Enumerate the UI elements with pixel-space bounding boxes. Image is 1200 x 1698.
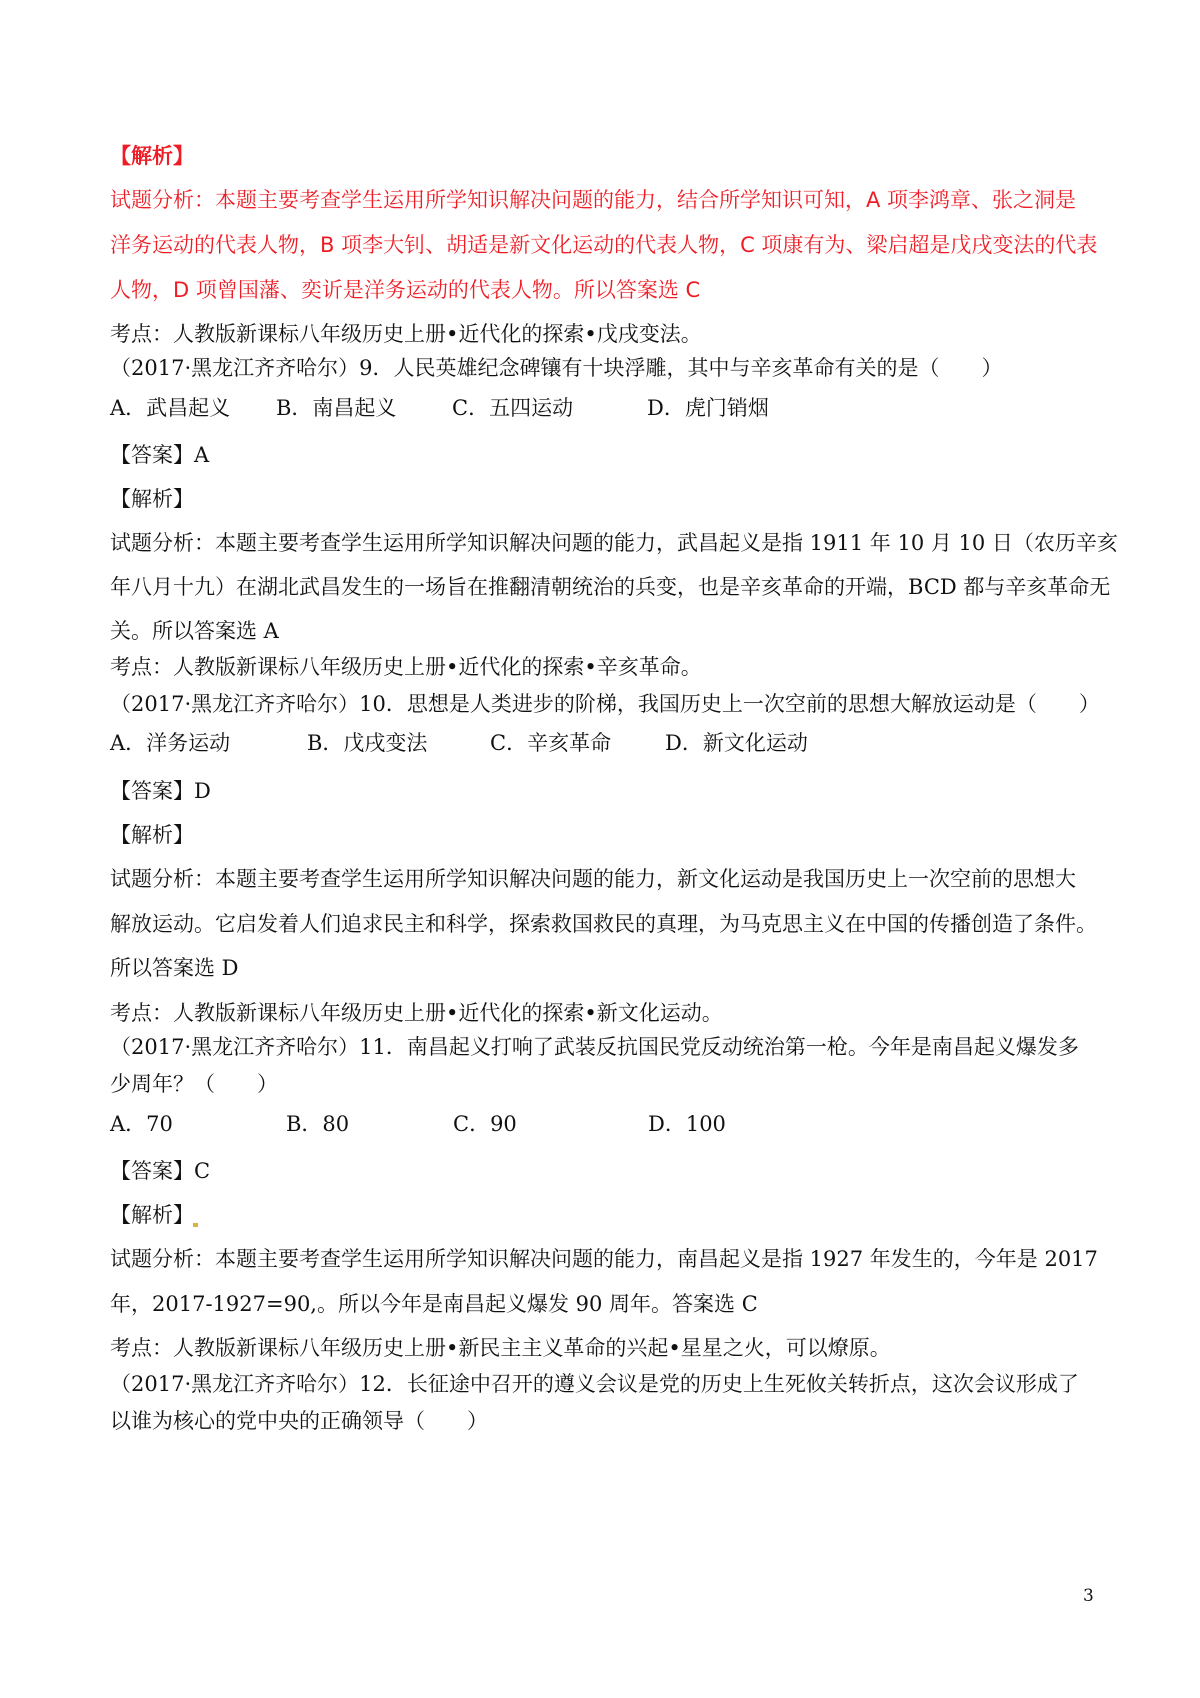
jiexi-heading: 【解析】: [110, 144, 194, 168]
q12-stem-line-1: （2017·黑龙江齐齐哈尔）12．长征途中召开的遵义会议是党的历史上生死攸关转折点，这次会议形成了: [110, 1372, 1079, 1396]
q11-stem-line-1: （2017·黑龙江齐齐哈尔）11．南昌起义打响了武装反抗国民党反动统治第一枪。今年是南昌起义爆发多: [110, 1035, 1079, 1059]
q10-option-a: A．洋务运动: [110, 731, 231, 755]
q11-analysis-line-1: 试题分析：本题主要考查学生运用所学知识解决问题的能力，南昌起义是指 1927 年发生的，今年是 2017: [110, 1247, 1098, 1271]
red-analysis-line-3: 人物，D 项曾国藩、奕䜣是洋务运动的代表人物。所以答案选 C: [110, 278, 701, 302]
q10-jiexi: 【解析】: [110, 823, 194, 847]
q10-option-d: D．新文化运动: [665, 731, 808, 755]
q10-analysis-line-3: 所以答案选 D: [110, 956, 239, 980]
red-analysis-line-2: 洋务运动的代表人物，B 项李大钊、胡适是新文化运动的代表人物，C 项康有为、梁启超是戊戌变法的代表: [110, 233, 1098, 257]
q10-analysis-line-1: 试题分析：本题主要考查学生运用所学知识解决问题的能力，新文化运动是我国历史上一次空前的思想大: [110, 867, 1076, 891]
q9-kaodian: 考点：人教版新课标八年级历史上册•近代化的探索•辛亥革命。: [110, 655, 702, 679]
q11-stem-line-2: 少周年？（ ）: [110, 1072, 278, 1096]
q11-kaodian: 考点：人教版新课标八年级历史上册•新民主主义革命的兴起•星星之火，可以燎原。: [110, 1336, 891, 1360]
q10-kaodian: 考点：人教版新课标八年级历史上册•近代化的探索•新文化运动。: [110, 1001, 723, 1025]
kaodian-q8: 考点：人教版新课标八年级历史上册•近代化的探索•戊戌变法。: [110, 322, 702, 346]
page-number: 3: [1083, 1586, 1094, 1606]
q11-option-a: A．70: [110, 1112, 173, 1136]
q11-option-b: B．80: [286, 1112, 350, 1136]
q9-option-c: C．五四运动: [452, 396, 574, 420]
q11-analysis-line-2: 年，2017-1927=90,。所以今年是南昌起义爆发 90 周年。答案选 C: [110, 1292, 758, 1316]
red-analysis-line-1: 试题分析：本题主要考查学生运用所学知识解决问题的能力，结合所学知识可知，A 项李鸿章、张之洞是: [110, 188, 1077, 212]
q9-analysis-line-2: 年八月十九）在湖北武昌发生的一场旨在推翻清朝统治的兵变，也是辛亥革命的开端，BCD 都与辛亥革命无: [110, 575, 1111, 599]
q10-answer: 【答案】D: [110, 779, 211, 803]
q12-stem-line-2: 以谁为核心的党中央的正确领导（ ）: [110, 1409, 488, 1433]
q10-option-c: C．辛亥革命: [490, 731, 612, 755]
q11-option-d: D．100: [648, 1112, 726, 1136]
q9-analysis-line-3: 关。所以答案选 A: [110, 619, 279, 643]
q9-option-a: A．武昌起义: [110, 396, 231, 420]
q10-option-b: B．戊戌变法: [307, 731, 428, 755]
q9-option-d: D．虎门销烟: [647, 396, 769, 420]
q10-analysis-line-2: 解放运动。它启发着人们追求民主和科学，探索救国救民的真理，为马克思主义在中国的传播创造了条件。: [110, 912, 1097, 936]
q10-stem: （2017·黑龙江齐齐哈尔）10．思想是人类进步的阶梯，我国历史上一次空前的思想大解放运动是（ ）: [110, 692, 1100, 716]
q9-analysis-line-1: 试题分析：本题主要考查学生运用所学知识解决问题的能力，武昌起义是指 1911 年 10 月 10 日（农历辛亥: [110, 531, 1118, 555]
q11-answer: 【答案】C: [110, 1159, 211, 1183]
q11-jiexi: 【解析】: [110, 1203, 194, 1227]
q9-stem: （2017·黑龙江齐齐哈尔）9．人民英雄纪念碑镶有十块浮雕，其中与辛亥革命有关的是（ ）: [110, 356, 1003, 380]
q9-jiexi: 【解析】: [110, 487, 194, 511]
q11-option-c: C．90: [453, 1112, 517, 1136]
q9-answer: 【答案】A: [110, 443, 210, 467]
q9-option-b: B．南昌起义: [276, 396, 397, 420]
